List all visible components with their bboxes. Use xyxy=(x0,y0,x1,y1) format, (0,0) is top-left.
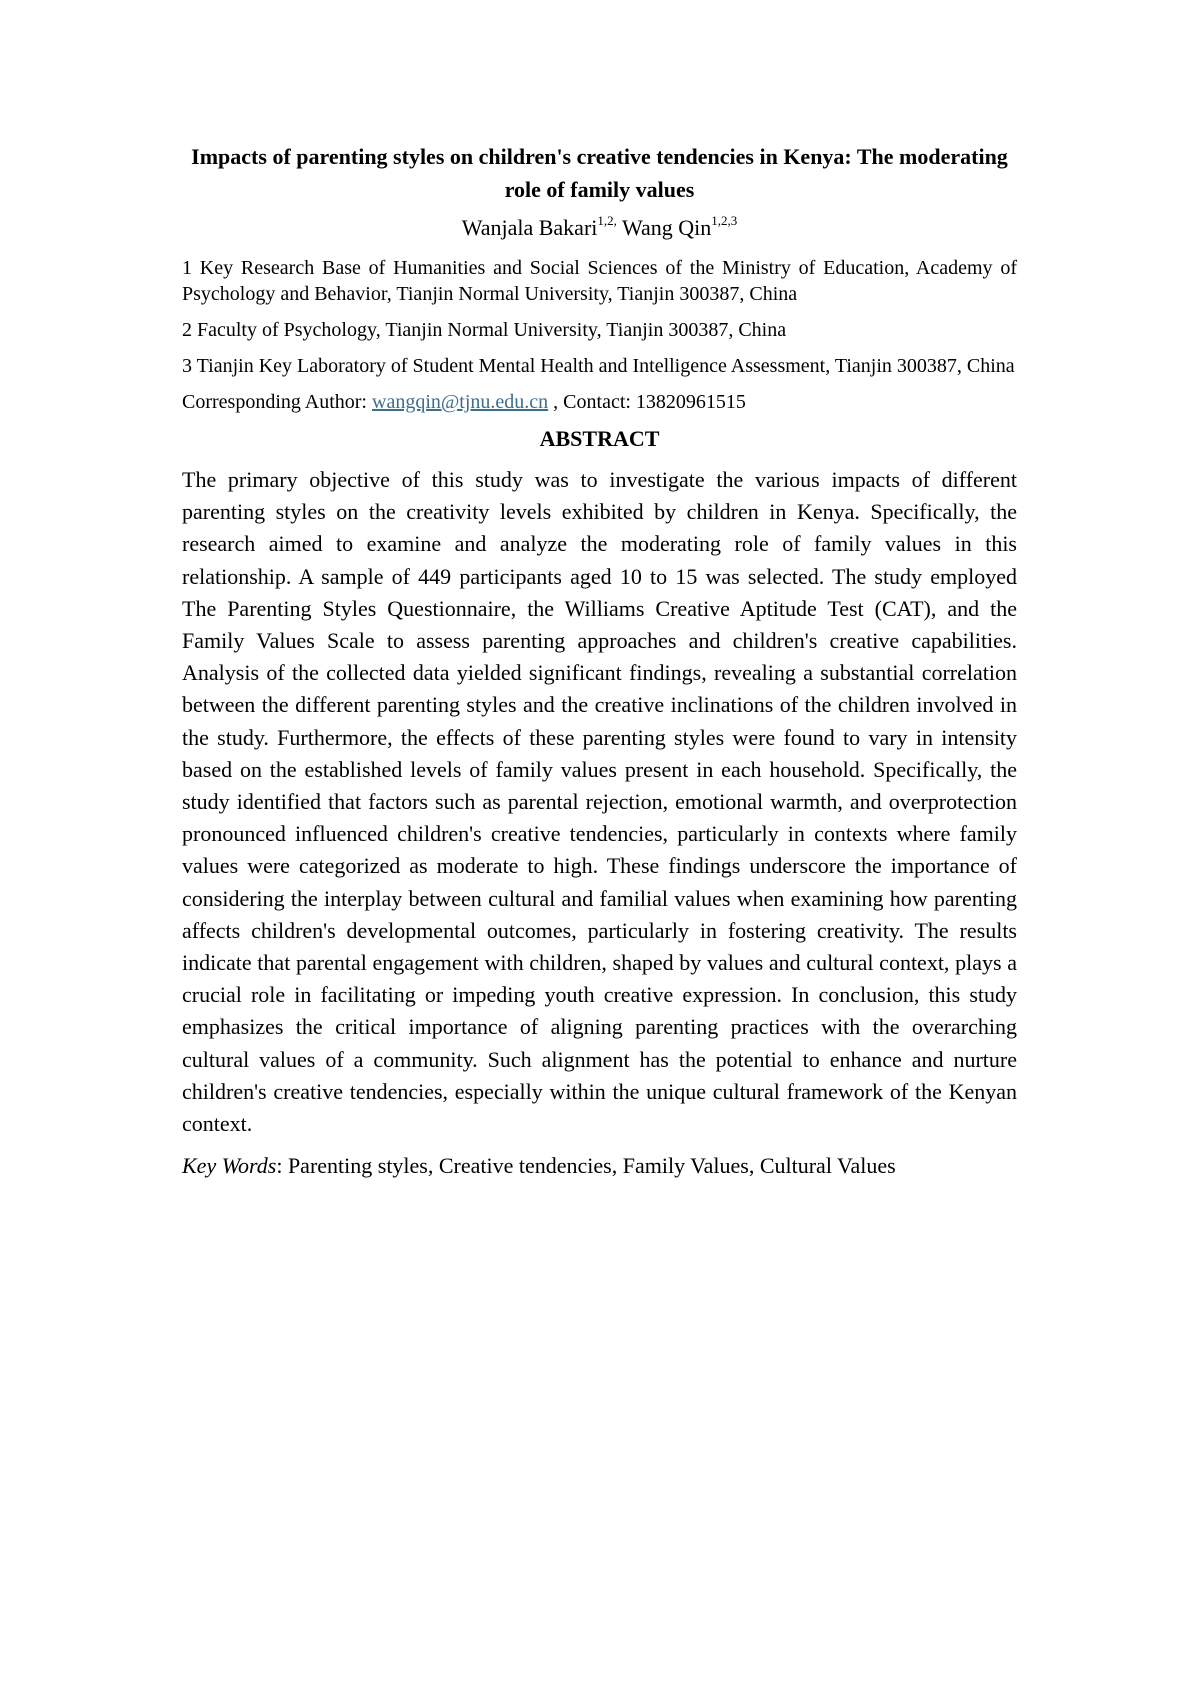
keywords-line xyxy=(182,1151,1017,1181)
paper-page xyxy=(182,140,1017,1181)
paper-title: Impacts of parenting styles on children's creative tendencies in Kenya: The moderating role of family values xyxy=(191,144,1008,202)
author-affiliation-marks: 1,2, xyxy=(597,212,617,228)
author-name: Wang Qin xyxy=(622,215,712,240)
corresponding-label: Corresponding Author: xyxy=(182,391,372,413)
affiliation-2: 2 Faculty of Psychology, Tianjin Normal University, Tianjin 300387, China xyxy=(182,319,787,341)
corresponding-author xyxy=(182,389,1017,415)
author-affiliation-marks: 1,2,3 xyxy=(711,212,738,228)
author-line xyxy=(182,213,1017,243)
affiliation-1: 1 Key Research Base of Humanities and Social Sciences of the Ministry of Education, Academy of Psychology and Behavior, Tianjin Normal University, Tianjin 300387, China xyxy=(182,257,1017,305)
keywords-list: : Parenting styles, Creative tendencies, Family Values, Cultural Values xyxy=(276,1153,896,1179)
contact-info: , Contact: 13820961515 xyxy=(548,391,746,413)
keywords-label: Key Words xyxy=(182,1153,277,1179)
affiliation-3: 3 Tianjin Key Laboratory of Student Mental Health and Intelligence Assessment, Tianjin 300387, China xyxy=(182,355,1015,377)
abstract-text: The primary objective of this study was to investigate the various impacts of different parenting styles on the creativity levels exhibited by children in Kenya. Specifically, the research aimed to examine and analyze the moderating role of family values in this relationship. A sample of 449 participants aged 10 to 15 was selected. The study employed The Parenting Styles Questionnaire, the Williams Creative Aptitude Test (CAT), and the Family Values Scale to assess parenting approaches and children's creative capabilities. Analysis of the collected data yielded significant findings, revealing a substantial correlation between the different parenting styles and the creative inclinations of the children involved in the study. Furthermore, the effects of these parenting styles were found to vary in intensity based on the established levels of family values present in each household. Specifically, the study identified that factors such as parental rejection, emotional warmth, and overprotection pronounced influenced children's creative tendencies, particularly in contexts where family values were categorized as moderate to high. These findings underscore the importance of considering the interplay between cultural and familial values when examining how parenting affects children's developmental outcomes, particularly in fostering creativity. The results indicate that parental engagement with children, shaped by values and cultural context, plays a crucial role in facilitating or impeding youth creative expression. In conclusion, this study emphasizes the critical importance of aligning parenting practices with the overarching cultural values of a community. Such alignment has the potential to enhance and nurture children's creative tendencies, especially within the unique cultural framework of the Kenyan context. xyxy=(182,467,1017,1137)
email-link[interactable]: wangqin@tjnu.edu.cn xyxy=(372,391,549,413)
abstract-heading: ABSTRACT xyxy=(539,426,660,451)
author-name: Wanjala Bakari xyxy=(461,215,598,240)
